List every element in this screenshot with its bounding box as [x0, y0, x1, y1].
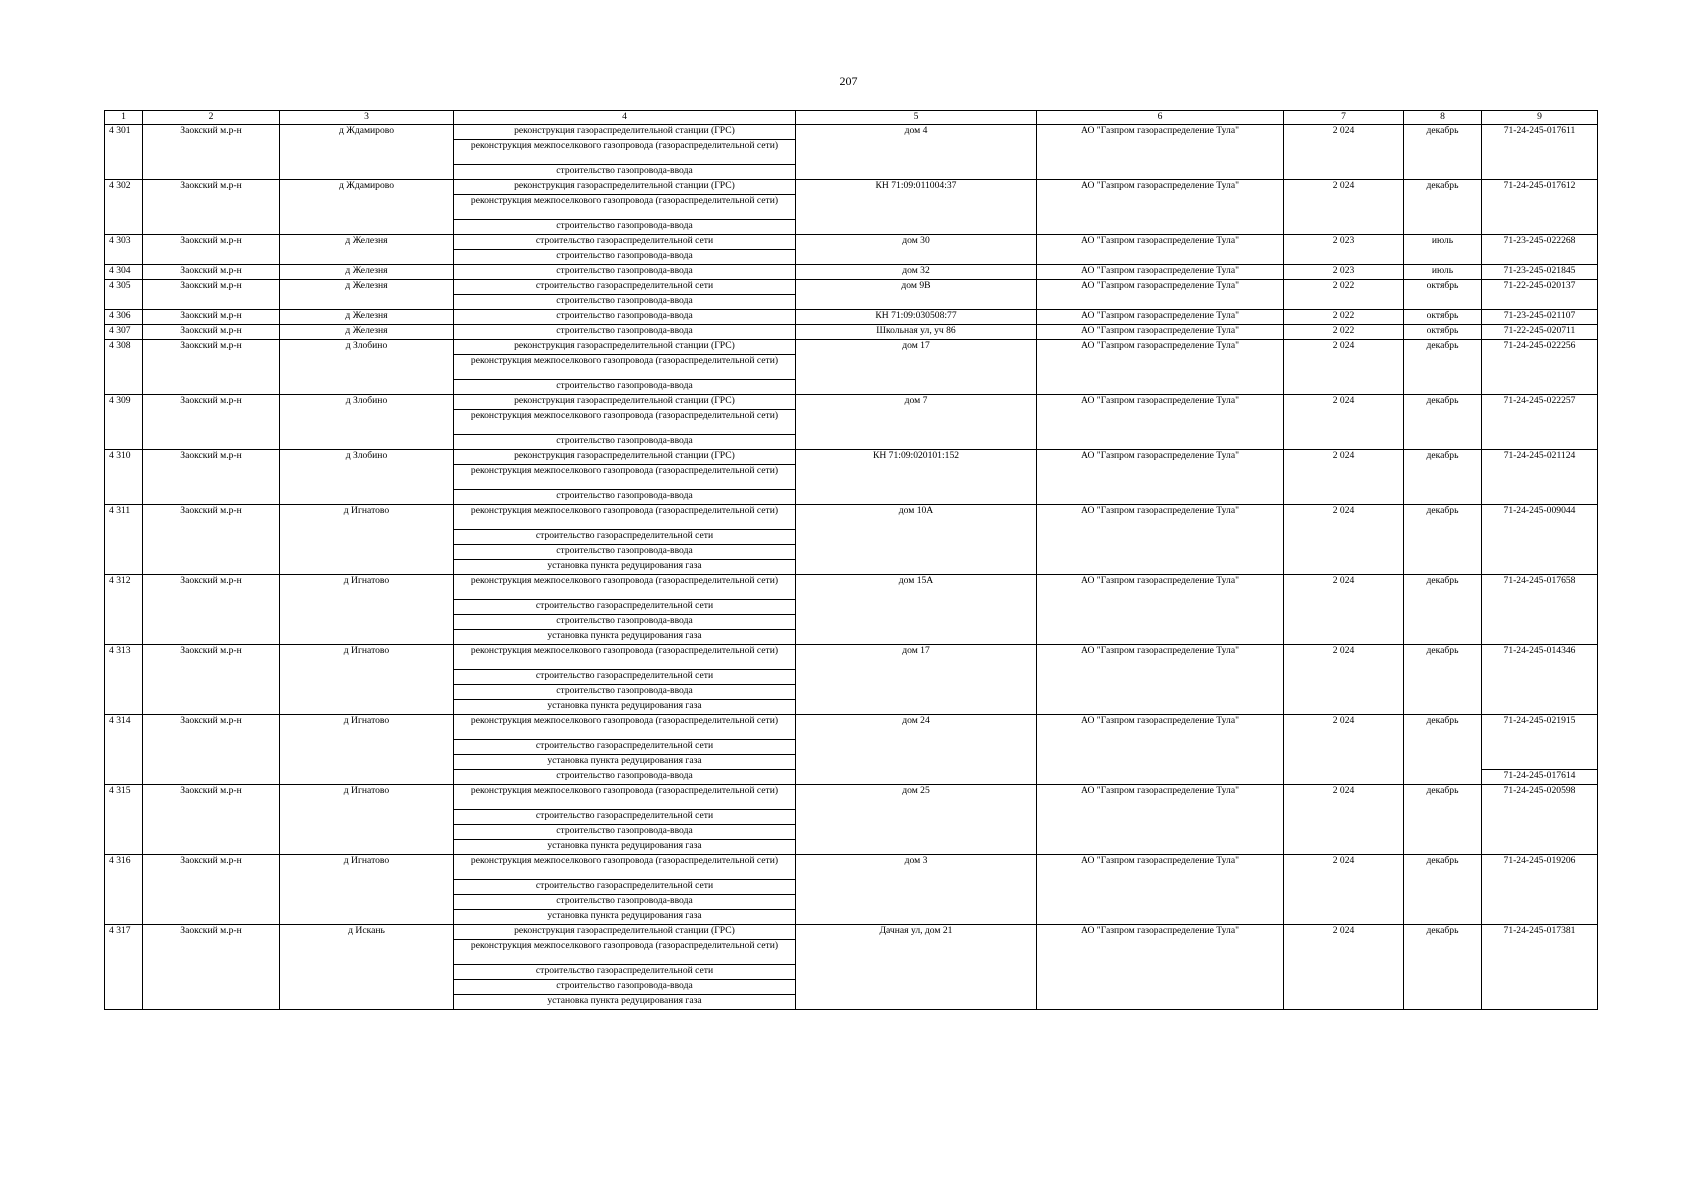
table-row — [105, 575, 1598, 600]
table-row — [105, 265, 1598, 280]
address-cell: дом 24 — [796, 715, 1037, 785]
table-row — [105, 125, 1598, 140]
work-type-cell: реконструкция межпоселкового газопровода (газораспределительной сети) — [454, 645, 796, 670]
code-cell: 71-23-245-021845 — [1482, 265, 1598, 280]
month-cell: октябрь — [1404, 280, 1482, 310]
district-cell: Заокский м.р-н — [143, 715, 280, 785]
year-cell: 2 023 — [1284, 265, 1404, 280]
month-cell: октябрь — [1404, 310, 1482, 325]
record-number: 4 305 — [105, 280, 143, 310]
year-cell: 2 024 — [1284, 785, 1404, 855]
locality-cell: д Железня — [280, 235, 454, 265]
address-cell: КН 71:09:020101:152 — [796, 450, 1037, 505]
district-cell: Заокский м.р-н — [143, 785, 280, 855]
address-cell: дом 9В — [796, 280, 1037, 310]
organization-cell: АО "Газпром газораспределение Тула" — [1037, 235, 1284, 265]
work-type-cell: установка пункта редуцирования газа — [454, 755, 796, 770]
code-cell: 71-24-245-014346 — [1482, 645, 1598, 715]
organization-cell: АО "Газпром газораспределение Тула" — [1037, 310, 1284, 325]
month-cell: декабрь — [1404, 340, 1482, 395]
address-cell: дом 3 — [796, 855, 1037, 925]
address-cell: дом 32 — [796, 265, 1037, 280]
work-type-cell: реконструкция межпоселкового газопровода (газораспределительной сети) — [454, 715, 796, 740]
locality-cell: д Игнатово — [280, 505, 454, 575]
work-type-cell: строительство газопровода-ввода — [454, 380, 796, 395]
code-cell: 71-24-245-021124 — [1482, 450, 1598, 505]
work-type-cell: строительство газораспределительной сети — [454, 235, 796, 250]
record-number: 4 311 — [105, 505, 143, 575]
work-type-cell: строительство газораспределительной сети — [454, 880, 796, 895]
table-row — [105, 450, 1598, 465]
data-table — [104, 110, 1598, 1010]
table-row — [105, 505, 1598, 530]
code-cell: 71-24-245-022256 — [1482, 340, 1598, 395]
table-row — [105, 395, 1598, 410]
locality-cell: д Игнатово — [280, 855, 454, 925]
work-type-cell: строительство газораспределительной сети — [454, 965, 796, 980]
work-type-cell: реконструкция газораспределительной станции (ГРС) — [454, 925, 796, 940]
district-cell: Заокский м.р-н — [143, 925, 280, 1010]
year-cell: 2 024 — [1284, 450, 1404, 505]
code-cell: 71-22-245-020137 — [1482, 280, 1598, 310]
year-cell: 2 024 — [1284, 125, 1404, 180]
organization-cell: АО "Газпром газораспределение Тула" — [1037, 645, 1284, 715]
month-cell: декабрь — [1404, 575, 1482, 645]
year-cell: 2 024 — [1284, 505, 1404, 575]
record-number: 4 310 — [105, 450, 143, 505]
column-header: 2 — [143, 111, 280, 125]
column-header: 1 — [105, 111, 143, 125]
address-cell: дом 25 — [796, 785, 1037, 855]
code-cell: 71-23-245-022268 — [1482, 235, 1598, 265]
month-cell: июль — [1404, 265, 1482, 280]
code-cell: 71-24-245-017614 — [1482, 770, 1598, 785]
work-type-cell: строительство газораспределительной сети — [454, 740, 796, 755]
table-row — [105, 925, 1598, 940]
year-cell: 2 024 — [1284, 340, 1404, 395]
code-cell: 71-24-245-017658 — [1482, 575, 1598, 645]
address-cell: КН 71:09:030508:77 — [796, 310, 1037, 325]
locality-cell: д Ждамирово — [280, 180, 454, 235]
code-cell: 71-24-245-017611 — [1482, 125, 1598, 180]
work-type-cell: установка пункта редуцирования газа — [454, 840, 796, 855]
organization-cell: АО "Газпром газораспределение Тула" — [1037, 855, 1284, 925]
locality-cell: д Злобино — [280, 395, 454, 450]
year-cell: 2 024 — [1284, 645, 1404, 715]
district-cell: Заокский м.р-н — [143, 575, 280, 645]
work-type-cell: строительство газораспределительной сети — [454, 670, 796, 685]
column-header: 7 — [1284, 111, 1404, 125]
work-type-cell: строительство газопровода-ввода — [454, 490, 796, 505]
year-cell: 2 024 — [1284, 715, 1404, 785]
table-row — [105, 645, 1598, 670]
year-cell: 2 024 — [1284, 925, 1404, 1010]
record-number: 4 314 — [105, 715, 143, 785]
work-type-cell: строительство газораспределительной сети — [454, 600, 796, 615]
month-cell: июль — [1404, 235, 1482, 265]
month-cell: декабрь — [1404, 505, 1482, 575]
record-number: 4 315 — [105, 785, 143, 855]
column-header: 3 — [280, 111, 454, 125]
work-type-cell: строительство газопровода-ввода — [454, 265, 796, 280]
locality-cell: д Игнатово — [280, 785, 454, 855]
year-cell: 2 023 — [1284, 235, 1404, 265]
record-number: 4 306 — [105, 310, 143, 325]
month-cell: декабрь — [1404, 125, 1482, 180]
locality-cell: д Ждамирово — [280, 125, 454, 180]
organization-cell: АО "Газпром газораспределение Тула" — [1037, 575, 1284, 645]
work-type-cell: реконструкция межпоселкового газопровода (газораспределительной сети) — [454, 940, 796, 965]
year-cell: 2 024 — [1284, 575, 1404, 645]
month-cell: октябрь — [1404, 325, 1482, 340]
work-type-cell: строительство газораспределительной сети — [454, 530, 796, 545]
district-cell: Заокский м.р-н — [143, 450, 280, 505]
table-row — [105, 325, 1598, 340]
year-cell: 2 022 — [1284, 280, 1404, 310]
year-cell: 2 022 — [1284, 325, 1404, 340]
address-cell: дом 30 — [796, 235, 1037, 265]
column-header: 9 — [1482, 111, 1598, 125]
record-number: 4 303 — [105, 235, 143, 265]
organization-cell: АО "Газпром газораспределение Тула" — [1037, 715, 1284, 785]
table-row — [105, 715, 1598, 740]
address-cell: дом 17 — [796, 340, 1037, 395]
organization-cell: АО "Газпром газораспределение Тула" — [1037, 395, 1284, 450]
work-type-cell: строительство газопровода-ввода — [454, 615, 796, 630]
table-row — [105, 340, 1598, 355]
district-cell: Заокский м.р-н — [143, 395, 280, 450]
organization-cell: АО "Газпром газораспределение Тула" — [1037, 450, 1284, 505]
table-row — [105, 180, 1598, 195]
organization-cell: АО "Газпром газораспределение Тула" — [1037, 265, 1284, 280]
locality-cell: д Железня — [280, 280, 454, 310]
work-type-cell: строительство газопровода-ввода — [454, 310, 796, 325]
work-type-cell: реконструкция межпоселкового газопровода (газораспределительной сети) — [454, 465, 796, 490]
locality-cell: д Железня — [280, 325, 454, 340]
work-type-cell: реконструкция межпоселкового газопровода (газораспределительной сети) — [454, 355, 796, 380]
work-type-cell: реконструкция межпоселкового газопровода (газораспределительной сети) — [454, 410, 796, 435]
address-cell: дом 17 — [796, 645, 1037, 715]
locality-cell: д Железня — [280, 265, 454, 280]
record-number: 4 302 — [105, 180, 143, 235]
work-type-cell: строительство газопровода-ввода — [454, 545, 796, 560]
organization-cell: АО "Газпром газораспределение Тула" — [1037, 505, 1284, 575]
work-type-cell: строительство газораспределительной сети — [454, 280, 796, 295]
locality-cell: д Злобино — [280, 450, 454, 505]
month-cell: декабрь — [1404, 855, 1482, 925]
work-type-cell: строительство газопровода-ввода — [454, 220, 796, 235]
record-number: 4 308 — [105, 340, 143, 395]
organization-cell: АО "Газпром газораспределение Тула" — [1037, 325, 1284, 340]
district-cell: Заокский м.р-н — [143, 125, 280, 180]
work-type-cell: строительство газопровода-ввода — [454, 295, 796, 310]
organization-cell: АО "Газпром газораспределение Тула" — [1037, 785, 1284, 855]
month-cell: декабрь — [1404, 785, 1482, 855]
work-type-cell: строительство газопровода-ввода — [454, 250, 796, 265]
work-type-cell: реконструкция газораспределительной станции (ГРС) — [454, 180, 796, 195]
district-cell: Заокский м.р-н — [143, 235, 280, 265]
address-cell: Школьная ул, уч 86 — [796, 325, 1037, 340]
address-cell: дом 4 — [796, 125, 1037, 180]
address-cell: дом 15А — [796, 575, 1037, 645]
district-cell: Заокский м.р-н — [143, 265, 280, 280]
organization-cell: АО "Газпром газораспределение Тула" — [1037, 925, 1284, 1010]
month-cell: декабрь — [1404, 925, 1482, 1010]
work-type-cell: реконструкция газораспределительной станции (ГРС) — [454, 340, 796, 355]
table-row — [105, 280, 1598, 295]
work-type-cell: строительство газопровода-ввода — [454, 825, 796, 840]
code-cell: 71-24-245-017612 — [1482, 180, 1598, 235]
district-cell: Заокский м.р-н — [143, 325, 280, 340]
column-header: 4 — [454, 111, 796, 125]
code-cell: 71-24-245-017381 — [1482, 925, 1598, 1010]
work-type-cell: строительство газопровода-ввода — [454, 685, 796, 700]
record-number: 4 312 — [105, 575, 143, 645]
column-header: 8 — [1404, 111, 1482, 125]
district-cell: Заокский м.р-н — [143, 505, 280, 575]
year-cell: 2 024 — [1284, 395, 1404, 450]
district-cell: Заокский м.р-н — [143, 855, 280, 925]
record-number: 4 313 — [105, 645, 143, 715]
column-header: 6 — [1037, 111, 1284, 125]
work-type-cell: реконструкция газораспределительной станции (ГРС) — [454, 450, 796, 465]
work-type-cell: реконструкция межпоселкового газопровода (газораспределительной сети) — [454, 195, 796, 220]
table-row — [105, 855, 1598, 880]
work-type-cell: реконструкция газораспределительной станции (ГРС) — [454, 395, 796, 410]
address-cell: КН 71:09:011004:37 — [796, 180, 1037, 235]
work-type-cell: установка пункта редуцирования газа — [454, 700, 796, 715]
work-type-cell: установка пункта редуцирования газа — [454, 560, 796, 575]
record-number: 4 317 — [105, 925, 143, 1010]
year-cell: 2 024 — [1284, 180, 1404, 235]
locality-cell: д Злобино — [280, 340, 454, 395]
district-cell: Заокский м.р-н — [143, 180, 280, 235]
district-cell: Заокский м.р-н — [143, 340, 280, 395]
work-type-cell: строительство газопровода-ввода — [454, 770, 796, 785]
work-type-cell: реконструкция газораспределительной станции (ГРС) — [454, 125, 796, 140]
district-cell: Заокский м.р-н — [143, 280, 280, 310]
code-cell: 71-24-245-019206 — [1482, 855, 1598, 925]
month-cell: декабрь — [1404, 450, 1482, 505]
table-row — [105, 785, 1598, 810]
column-number-row — [105, 111, 1598, 125]
organization-cell: АО "Газпром газораспределение Тула" — [1037, 340, 1284, 395]
work-type-cell: установка пункта редуцирования газа — [454, 910, 796, 925]
column-header: 5 — [796, 111, 1037, 125]
work-type-cell: реконструкция межпоселкового газопровода (газораспределительной сети) — [454, 785, 796, 810]
code-cell: 71-24-245-022257 — [1482, 395, 1598, 450]
locality-cell: д Железня — [280, 310, 454, 325]
month-cell: декабрь — [1404, 645, 1482, 715]
work-type-cell: установка пункта редуцирования газа — [454, 995, 796, 1010]
organization-cell: АО "Газпром газораспределение Тула" — [1037, 280, 1284, 310]
work-type-cell: строительство газопровода-ввода — [454, 165, 796, 180]
year-cell: 2 024 — [1284, 855, 1404, 925]
work-type-cell: строительство газопровода-ввода — [454, 980, 796, 995]
address-cell: дом 7 — [796, 395, 1037, 450]
address-cell: Дачная ул, дом 21 — [796, 925, 1037, 1010]
record-number: 4 304 — [105, 265, 143, 280]
month-cell: декабрь — [1404, 395, 1482, 450]
work-type-cell: реконструкция межпоселкового газопровода (газораспределительной сети) — [454, 855, 796, 880]
code-cell: 71-24-245-020598 — [1482, 785, 1598, 855]
work-type-cell: строительство газораспределительной сети — [454, 810, 796, 825]
record-number: 4 301 — [105, 125, 143, 180]
work-type-cell: строительство газопровода-ввода — [454, 325, 796, 340]
record-number: 4 307 — [105, 325, 143, 340]
table-row — [105, 235, 1598, 250]
address-cell: дом 10А — [796, 505, 1037, 575]
year-cell: 2 022 — [1284, 310, 1404, 325]
month-cell: декабрь — [1404, 180, 1482, 235]
locality-cell: д Игнатово — [280, 645, 454, 715]
district-cell: Заокский м.р-н — [143, 645, 280, 715]
work-type-cell: строительство газопровода-ввода — [454, 435, 796, 450]
code-cell: 71-24-245-021915 — [1482, 715, 1598, 770]
record-number: 4 316 — [105, 855, 143, 925]
page-number: 207 — [839, 74, 858, 88]
district-cell: Заокский м.р-н — [143, 310, 280, 325]
work-type-cell: реконструкция межпоселкового газопровода (газораспределительной сети) — [454, 140, 796, 165]
locality-cell: д Игнатово — [280, 715, 454, 785]
record-number: 4 309 — [105, 395, 143, 450]
organization-cell: АО "Газпром газораспределение Тула" — [1037, 180, 1284, 235]
work-type-cell: реконструкция межпоселкового газопровода (газораспределительной сети) — [454, 575, 796, 600]
work-type-cell: реконструкция межпоселкового газопровода (газораспределительной сети) — [454, 505, 796, 530]
work-type-cell: строительство газопровода-ввода — [454, 895, 796, 910]
work-type-cell: установка пункта редуцирования газа — [454, 630, 796, 645]
table-row — [105, 310, 1598, 325]
locality-cell: д Игнатово — [280, 575, 454, 645]
code-cell: 71-22-245-020711 — [1482, 325, 1598, 340]
code-cell: 71-24-245-009044 — [1482, 505, 1598, 575]
organization-cell: АО "Газпром газораспределение Тула" — [1037, 125, 1284, 180]
locality-cell: д Искань — [280, 925, 454, 1010]
month-cell: декабрь — [1404, 715, 1482, 785]
table-body — [105, 125, 1598, 1010]
code-cell: 71-23-245-021107 — [1482, 310, 1598, 325]
